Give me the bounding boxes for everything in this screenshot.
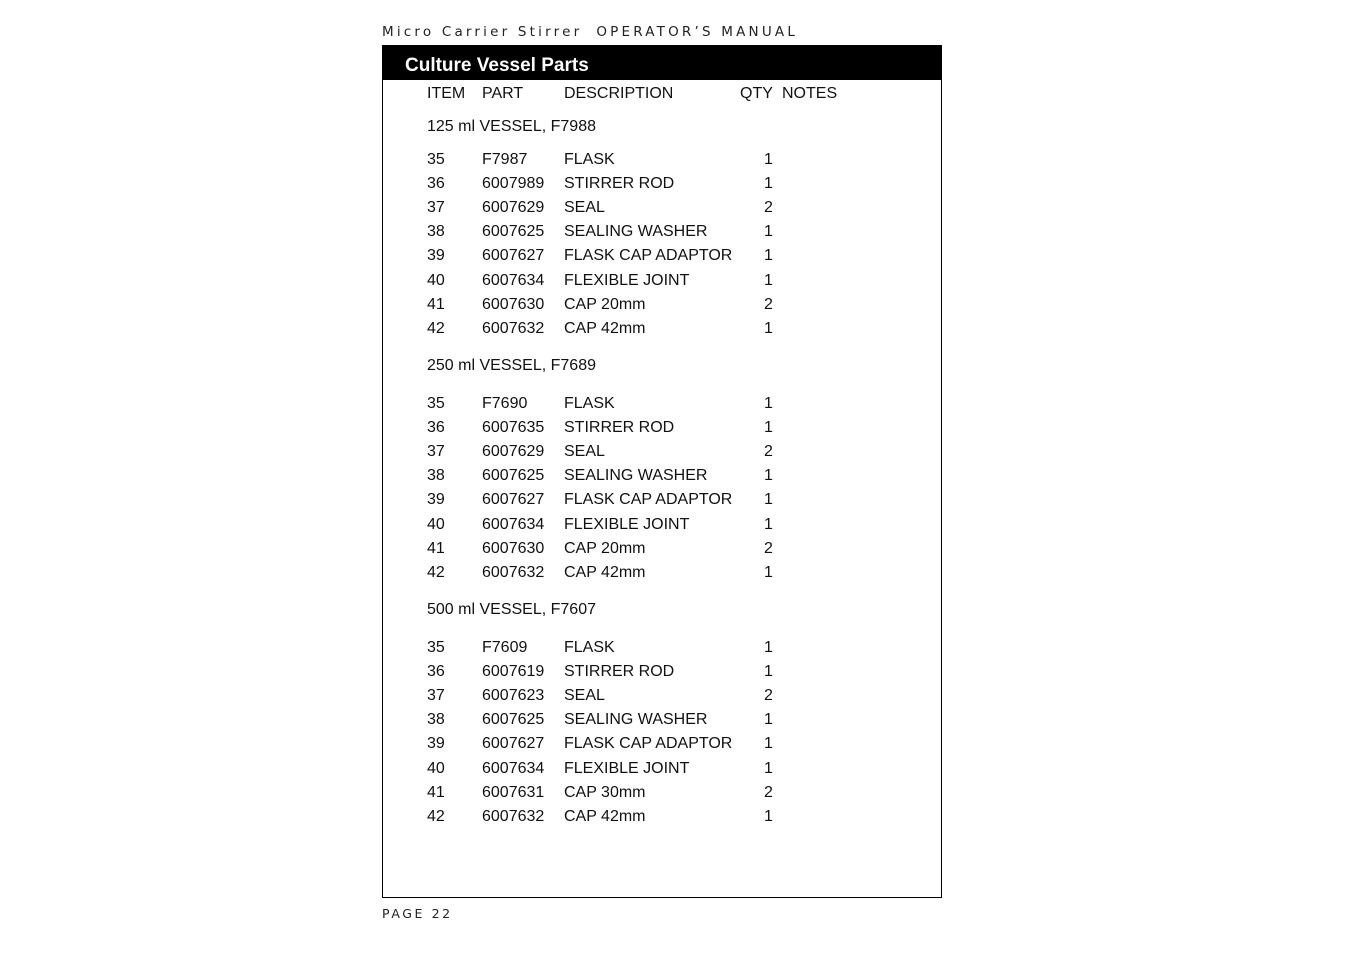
item-cell: 38	[427, 467, 445, 485]
part-number-cell: 6007619	[482, 663, 545, 681]
item-cell: 42	[427, 319, 445, 337]
table-row	[383, 514, 941, 536]
qty-cell: 1	[764, 515, 773, 533]
item-cell: 35	[427, 151, 445, 168]
product-name: Micro Carrier Stirrer	[382, 24, 583, 40]
section-heading: 250 ml VESSEL, F7689	[427, 357, 596, 374]
part-number-cell: 6007629	[482, 199, 545, 217]
item-cell: 40	[427, 759, 445, 777]
part-number-cell: F7609	[482, 639, 528, 656]
qty-cell: 2	[764, 687, 773, 705]
column-description-header: DESCRIPTION	[564, 85, 674, 102]
description-cell: SEALING WASHER	[564, 711, 708, 729]
part-number-cell: 6007634	[482, 271, 545, 289]
item-cell: 37	[427, 199, 445, 217]
part-number-cell: 6007632	[482, 319, 545, 337]
item-cell: 38	[427, 223, 445, 241]
description-cell: CAP 42mm	[564, 563, 646, 581]
description-cell: SEAL	[564, 687, 605, 705]
table-row	[383, 758, 941, 780]
table-row	[383, 685, 941, 707]
table-row	[383, 562, 941, 584]
table-row	[383, 733, 941, 755]
item-cell: 35	[427, 395, 445, 412]
description-cell: FLASK CAP ADAPTOR	[564, 735, 733, 753]
description-cell: CAP 42mm	[564, 319, 646, 337]
part-number-cell: 6007989	[482, 175, 545, 193]
qty-cell: 1	[764, 319, 773, 337]
qty-cell: 2	[764, 443, 773, 461]
description-cell: FLASK	[564, 395, 615, 412]
table-row	[383, 782, 941, 804]
item-cell: 35	[427, 639, 445, 656]
item-cell: 41	[427, 783, 445, 801]
item-cell: 39	[427, 491, 445, 509]
part-number-cell: 6007634	[482, 515, 545, 533]
part-number-cell: 6007635	[482, 419, 545, 437]
panel-title: Culture Vessel Parts	[383, 46, 941, 80]
table-row	[383, 173, 941, 195]
description-cell: FLEXIBLE JOINT	[564, 515, 690, 533]
item-cell: 39	[427, 247, 445, 265]
description-cell: CAP 20mm	[564, 295, 646, 313]
part-number-cell: 6007627	[482, 491, 545, 509]
page-number: PAGE 22	[382, 906, 453, 921]
description-cell: STIRRER ROD	[564, 663, 675, 681]
part-number-cell: 6007631	[482, 783, 545, 801]
qty-cell: 1	[764, 175, 773, 193]
column-notes-header: NOTES	[782, 85, 838, 102]
table-row	[383, 318, 941, 340]
column-qty-header: QTY	[740, 85, 773, 102]
qty-cell: 2	[764, 539, 773, 557]
qty-cell: 1	[764, 711, 773, 729]
description-cell: FLASK CAP ADAPTOR	[564, 491, 733, 509]
item-cell: 41	[427, 539, 445, 557]
description-cell: SEALING WASHER	[564, 467, 708, 485]
qty-cell: 2	[764, 295, 773, 313]
table-row	[383, 197, 941, 219]
part-number-cell: 6007625	[482, 711, 545, 729]
table-row	[383, 441, 941, 463]
description-cell: FLASK	[564, 639, 615, 656]
description-cell: STIRRER ROD	[564, 419, 675, 437]
description-cell: CAP 30mm	[564, 783, 646, 801]
description-cell: CAP 20mm	[564, 539, 646, 557]
part-number-cell: 6007629	[482, 443, 545, 461]
description-cell: SEAL	[564, 199, 605, 217]
section-heading: 125 ml VESSEL, F7988	[427, 118, 596, 135]
item-cell: 36	[427, 175, 445, 193]
table-row	[383, 806, 941, 828]
item-cell: 37	[427, 687, 445, 705]
qty-cell: 1	[764, 491, 773, 509]
column-header-row	[383, 83, 941, 105]
qty-cell: 1	[764, 395, 773, 412]
part-number-cell: 6007625	[482, 467, 545, 485]
item-cell: 41	[427, 295, 445, 313]
qty-cell: 1	[764, 271, 773, 289]
part-number-cell: F7987	[482, 151, 528, 168]
table-row	[383, 538, 941, 560]
qty-cell: 1	[764, 639, 773, 656]
item-cell: 40	[427, 271, 445, 289]
description-cell: STIRRER ROD	[564, 175, 675, 193]
qty-cell: 1	[764, 151, 773, 168]
description-cell: SEAL	[564, 443, 605, 461]
description-cell: SEALING WASHER	[564, 223, 708, 241]
qty-cell: 1	[764, 663, 773, 681]
parts-panel	[382, 45, 942, 898]
part-number-cell: 6007625	[482, 223, 545, 241]
item-cell: 38	[427, 711, 445, 729]
qty-cell: 1	[764, 735, 773, 753]
part-number-cell: 6007627	[482, 247, 545, 265]
description-cell: FLASK CAP ADAPTOR	[564, 247, 733, 265]
column-part-header: PART	[482, 85, 524, 102]
part-number-cell: 6007627	[482, 735, 545, 753]
table-row	[383, 294, 941, 316]
table-row	[383, 245, 941, 267]
item-cell: 36	[427, 663, 445, 681]
table-row	[383, 465, 941, 487]
table-row	[383, 637, 941, 659]
part-number-cell: F7690	[482, 395, 528, 412]
column-item-header: ITEM	[427, 85, 466, 102]
table-row	[383, 489, 941, 511]
description-cell: FLASK	[564, 151, 615, 168]
item-cell: 39	[427, 735, 445, 753]
table-row	[383, 661, 941, 683]
part-number-cell: 6007632	[482, 563, 545, 581]
part-number-cell: 6007634	[482, 759, 545, 777]
qty-cell: 2	[764, 783, 773, 801]
qty-cell: 1	[764, 223, 773, 241]
part-number-cell: 6007630	[482, 539, 545, 557]
qty-cell: 1	[764, 247, 773, 265]
qty-cell: 1	[764, 759, 773, 777]
item-cell: 40	[427, 515, 445, 533]
table-row	[383, 417, 941, 439]
qty-cell: 1	[764, 467, 773, 485]
manual-title: OPERATOR’S MANUAL	[596, 24, 799, 40]
description-cell: FLEXIBLE JOINT	[564, 759, 690, 777]
qty-cell: 2	[764, 199, 773, 217]
item-cell: 42	[427, 807, 445, 825]
item-cell: 42	[427, 563, 445, 581]
qty-cell: 1	[764, 807, 773, 825]
item-cell: 37	[427, 443, 445, 461]
table-row	[383, 393, 941, 415]
table-row	[383, 270, 941, 292]
qty-cell: 1	[764, 563, 773, 581]
qty-cell: 1	[764, 419, 773, 437]
table-row	[383, 221, 941, 243]
table-row	[383, 709, 941, 731]
part-number-cell: 6007632	[482, 807, 545, 825]
item-cell: 36	[427, 419, 445, 437]
section-heading: 500 ml VESSEL, F7607	[427, 601, 596, 618]
part-number-cell: 6007630	[482, 295, 545, 313]
part-number-cell: 6007623	[482, 687, 545, 705]
description-cell: CAP 42mm	[564, 807, 646, 825]
table-row	[383, 149, 941, 171]
description-cell: FLEXIBLE JOINT	[564, 271, 690, 289]
running-header	[382, 24, 798, 40]
